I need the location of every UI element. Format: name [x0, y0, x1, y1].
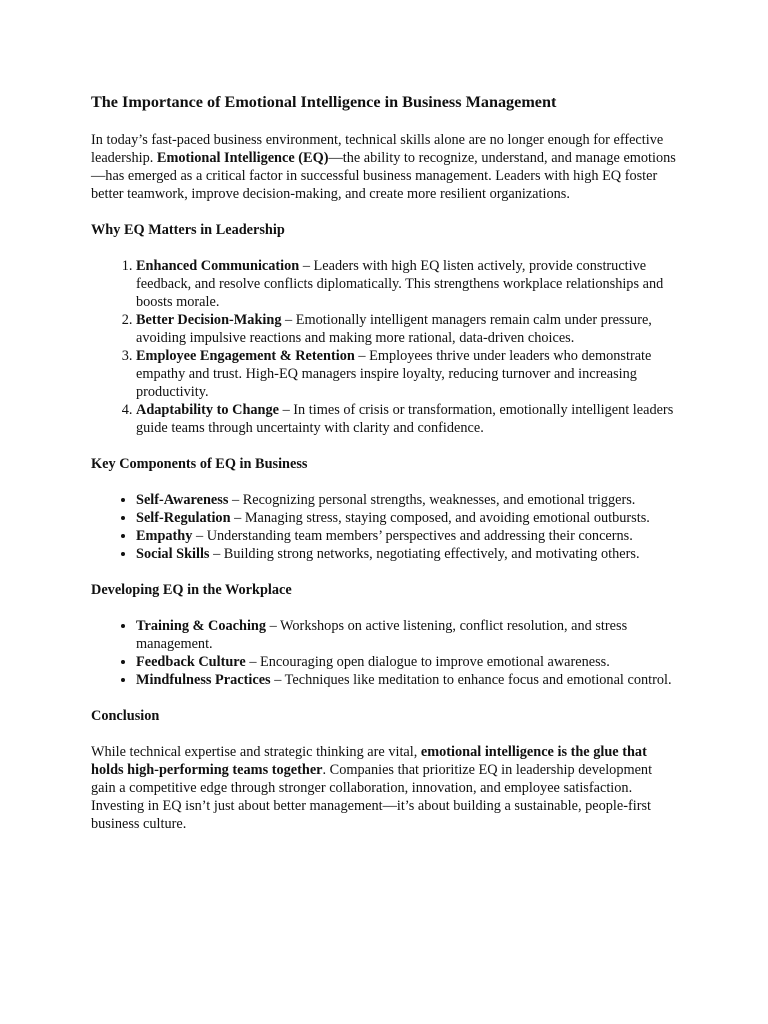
conclusion-text-1: While technical expertise and strategic thinking are vital, [91, 744, 421, 760]
list-item-text: – Leaders with high EQ listen actively, provide constructive feedback, and resolve conflicts diplomatically. This strengthens workplace relationships and boosts morale. [136, 258, 664, 310]
list-item-text: – Encouraging open dialogue to improve emotional awareness. [245, 654, 610, 670]
list-item [136, 545, 678, 563]
list-item [136, 257, 678, 311]
list-item [136, 311, 678, 347]
list-item-term: Mindfulness Practices [136, 672, 271, 688]
intro-paragraph [91, 131, 678, 203]
list-item [136, 653, 678, 671]
conclusion-text-2: . Companies that prioritize EQ in leadership development gain a competitive edge through stronger collaboration, innovation, and employee satisfaction. Investing in EQ isn’t just about better management—it’s about building a sustainable, people-first business culture. [91, 762, 653, 832]
section-heading-developing: Developing EQ in the Workplace [91, 582, 292, 598]
conclusion-paragraph [91, 743, 678, 833]
components-list [91, 491, 678, 563]
list-item [136, 617, 678, 653]
list-item [136, 491, 678, 509]
list-item-text: – Understanding team members’ perspectives and addressing their concerns. [192, 528, 633, 544]
list-item-text: – Recognizing personal strengths, weaknesses, and emotional triggers. [228, 492, 636, 508]
list-item-text: – Managing stress, staying composed, and avoiding emotional outbursts. [230, 510, 650, 526]
list-item [136, 509, 678, 527]
conclusion-bold: emotional intelligence is the glue that holds high-performing teams together [91, 744, 647, 778]
list-item [136, 527, 678, 545]
intro-text-2: —the ability to recognize, understand, and manage emotions—has emerged as a critical factor in successful business management. Leaders with high EQ foster better teamwork, improve decision-making, and create more resilient organizations. [91, 150, 676, 202]
list-item [136, 347, 678, 401]
list-item-term: Adaptability to Change [136, 402, 279, 418]
list-item-term: Training & Coaching [136, 618, 267, 634]
list-item-term: Self-Awareness [136, 492, 229, 508]
list-item-term: Employee Engagement & Retention [136, 348, 355, 364]
list-item-text: – Employees thrive under leaders who demonstrate empathy and trust. High-EQ managers inspire loyalty, reducing turnover and increasing productivity. [136, 348, 652, 400]
list-item-term: Self-Regulation [136, 510, 231, 526]
list-item-text: – Building strong networks, negotiating effectively, and motivating others. [209, 546, 640, 562]
intro-text-1: In today’s fast-paced business environment, technical skills alone are no longer enough for effective leadership. [91, 132, 664, 166]
list-item-term: Better Decision-Making [136, 312, 282, 328]
list-item-text: – Workshops on active listening, conflict resolution, and stress management. [136, 618, 628, 652]
section-heading-components: Key Components of EQ in Business [91, 456, 308, 472]
leadership-list [91, 257, 678, 437]
developing-list [91, 617, 678, 689]
section-heading-conclusion: Conclusion [91, 708, 160, 724]
document-title: The Importance of Emotional Intelligence in Business Management [91, 93, 557, 111]
list-item [136, 671, 678, 689]
intro-bold: Emotional Intelligence (EQ) [156, 150, 329, 166]
list-item-text: – Techniques like meditation to enhance focus and emotional control. [270, 672, 672, 688]
list-item-term: Empathy [136, 528, 193, 544]
list-item [136, 401, 678, 437]
list-item-text: – In times of crisis or transformation, emotionally intelligent leaders guide teams through uncertainty with clarity and confidence. [136, 402, 674, 436]
list-item-term: Feedback Culture [136, 654, 246, 670]
section-heading-leadership: Why EQ Matters in Leadership [91, 222, 285, 238]
list-item-term: Social Skills [136, 546, 210, 562]
list-item-text: – Emotionally intelligent managers remain calm under pressure, avoiding impulsive reactions and making more rational, data-driven choices. [136, 312, 652, 346]
list-item-term: Enhanced Communication [136, 258, 300, 274]
